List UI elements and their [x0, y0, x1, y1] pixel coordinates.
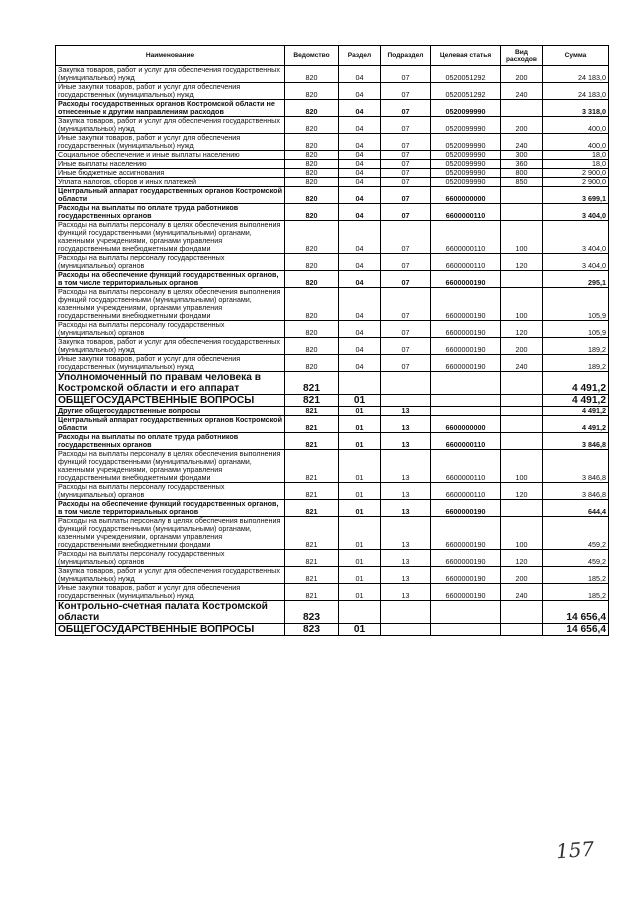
cell-summa: 2 900,0: [543, 169, 609, 178]
column-header-summa: Сумма: [543, 46, 609, 66]
cell-celevaya-statya: [431, 407, 501, 416]
cell-name: Центральный аппарат государственных органов Костромской области: [56, 416, 285, 433]
cell-summa: 18,0: [543, 160, 609, 169]
cell-summa: 3 699,1: [543, 187, 609, 204]
cell-razdel: 01: [339, 550, 381, 567]
cell-razdel: 01: [339, 483, 381, 500]
cell-razdel: 04: [339, 321, 381, 338]
cell-celevaya-statya: 6600000110: [431, 433, 501, 450]
cell-vid-raskhodov: [501, 601, 543, 624]
cell-razdel: 01: [339, 416, 381, 433]
cell-podrazdel: 07: [381, 160, 431, 169]
table-row: [56, 584, 609, 601]
cell-name: Закупка товаров, работ и услуг для обеспечения государственных (муниципальных) нужд: [56, 117, 285, 134]
cell-vedomstvo: 823: [285, 624, 339, 636]
cell-vid-raskhodov: 100: [501, 221, 543, 254]
cell-vid-raskhodov: 120: [501, 550, 543, 567]
cell-name: Расходы на выплаты по оплате труда работников государственных органов: [56, 433, 285, 450]
cell-vedomstvo: 820: [285, 151, 339, 160]
cell-summa: 3 846,8: [543, 483, 609, 500]
cell-razdel: 04: [339, 169, 381, 178]
cell-name: Иные закупки товаров, работ и услуг для обеспечения государственных (муниципальных) нужд: [56, 584, 285, 601]
cell-vid-raskhodov: 800: [501, 169, 543, 178]
cell-celevaya-statya: 6600000110: [431, 221, 501, 254]
cell-celevaya-statya: 6600000110: [431, 483, 501, 500]
cell-name: Расходы на выплаты персоналу в целях обеспечения выполнения функций государственными (муниципальными) органами, казенными учреждениями, органами управления государственными внебюджетными фондами: [56, 221, 285, 254]
cell-vid-raskhodov: 100: [501, 288, 543, 321]
cell-summa: 105,9: [543, 321, 609, 338]
cell-podrazdel: 07: [381, 83, 431, 100]
cell-podrazdel: 13: [381, 483, 431, 500]
cell-celevaya-statya: [431, 372, 501, 395]
cell-podrazdel: [381, 601, 431, 624]
cell-vedomstvo: 820: [285, 338, 339, 355]
cell-podrazdel: 07: [381, 221, 431, 254]
cell-razdel: [339, 372, 381, 395]
handwritten-page-number: 157: [555, 836, 595, 864]
cell-vedomstvo: 820: [285, 169, 339, 178]
cell-podrazdel: 07: [381, 100, 431, 117]
cell-celevaya-statya: 6600000190: [431, 288, 501, 321]
cell-vedomstvo: 821: [285, 584, 339, 601]
cell-vid-raskhodov: 300: [501, 151, 543, 160]
table-row: [56, 517, 609, 550]
column-header-name: Наименование: [56, 46, 285, 66]
cell-razdel: 01: [339, 517, 381, 550]
table-row: [56, 117, 609, 134]
table-row: [56, 187, 609, 204]
cell-razdel: 04: [339, 271, 381, 288]
cell-podrazdel: 13: [381, 567, 431, 584]
cell-vedomstvo: 820: [285, 204, 339, 221]
cell-summa: 4 491,2: [543, 416, 609, 433]
cell-name: Расходы на выплаты по оплате труда работников государственных органов: [56, 204, 285, 221]
table-row: [56, 372, 609, 395]
cell-celevaya-statya: 6600000190: [431, 550, 501, 567]
cell-vid-raskhodov: [501, 204, 543, 221]
cell-celevaya-statya: 0520099990: [431, 169, 501, 178]
cell-podrazdel: [381, 395, 431, 407]
cell-vid-raskhodov: 240: [501, 134, 543, 151]
table-row: [56, 160, 609, 169]
cell-vid-raskhodov: [501, 433, 543, 450]
table-row: [56, 100, 609, 117]
cell-celevaya-statya: 0520051292: [431, 83, 501, 100]
cell-razdel: 04: [339, 160, 381, 169]
table-row: [56, 601, 609, 624]
table-row: [56, 221, 609, 254]
cell-razdel: 04: [339, 100, 381, 117]
cell-podrazdel: 13: [381, 500, 431, 517]
cell-celevaya-statya: 6600000190: [431, 271, 501, 288]
cell-summa: 24 183,0: [543, 83, 609, 100]
table-row: [56, 83, 609, 100]
cell-name: Уплата налогов, сборов и иных платежей: [56, 178, 285, 187]
cell-vedomstvo: 820: [285, 321, 339, 338]
column-header-vedomstvo: Ведомство: [285, 46, 339, 66]
cell-podrazdel: 07: [381, 204, 431, 221]
cell-vedomstvo: 820: [285, 160, 339, 169]
cell-podrazdel: 07: [381, 178, 431, 187]
table-row: [56, 134, 609, 151]
cell-podrazdel: 13: [381, 517, 431, 550]
cell-vid-raskhodov: 120: [501, 254, 543, 271]
cell-summa: 14 656,4: [543, 624, 609, 636]
cell-vedomstvo: 820: [285, 66, 339, 83]
table-row: [56, 500, 609, 517]
column-header-podrazdel: Подраздел: [381, 46, 431, 66]
cell-podrazdel: 13: [381, 550, 431, 567]
cell-razdel: [339, 601, 381, 624]
cell-podrazdel: 07: [381, 134, 431, 151]
cell-summa: 2 900,0: [543, 178, 609, 187]
cell-razdel: 04: [339, 117, 381, 134]
cell-podrazdel: 13: [381, 450, 431, 483]
cell-vedomstvo: 820: [285, 271, 339, 288]
cell-razdel: 04: [339, 66, 381, 83]
cell-name: Иные закупки товаров, работ и услуг для обеспечения государственных (муниципальных) нужд: [56, 134, 285, 151]
table-body: [56, 66, 609, 636]
cell-razdel: 01: [339, 450, 381, 483]
cell-celevaya-statya: 6600000190: [431, 338, 501, 355]
cell-summa: 105,9: [543, 288, 609, 321]
cell-name: Центральный аппарат государственных органов Костромской области: [56, 187, 285, 204]
cell-razdel: 04: [339, 204, 381, 221]
cell-vid-raskhodov: 100: [501, 517, 543, 550]
cell-name: Закупка товаров, работ и услуг для обеспечения государственных (муниципальных) нужд: [56, 567, 285, 584]
table-row: [56, 288, 609, 321]
cell-vedomstvo: 820: [285, 187, 339, 204]
cell-vid-raskhodov: [501, 500, 543, 517]
cell-summa: 459,2: [543, 517, 609, 550]
cell-vedomstvo: 821: [285, 483, 339, 500]
cell-vid-raskhodov: [501, 372, 543, 395]
table-row: [56, 338, 609, 355]
cell-vid-raskhodov: [501, 187, 543, 204]
cell-razdel: 04: [339, 355, 381, 372]
cell-name: Иные закупки товаров, работ и услуг для обеспечения государственных (муниципальных) нужд: [56, 355, 285, 372]
cell-vedomstvo: 821: [285, 567, 339, 584]
cell-name: Закупка товаров, работ и услуг для обеспечения государственных (муниципальных) нужд: [56, 338, 285, 355]
cell-name: Расходы на выплаты персоналу в целях обеспечения выполнения функций государственными (муниципальными) органами, казенными учреждениями, органами управления государственными внебюджетными фондами: [56, 450, 285, 483]
cell-podrazdel: 13: [381, 433, 431, 450]
cell-name: Закупка товаров, работ и услуг для обеспечения государственных (муниципальных) нужд: [56, 66, 285, 83]
cell-podrazdel: 07: [381, 288, 431, 321]
table-row: [56, 416, 609, 433]
cell-celevaya-statya: 6600000110: [431, 254, 501, 271]
table-row: [56, 151, 609, 160]
cell-vedomstvo: 820: [285, 83, 339, 100]
cell-razdel: 01: [339, 395, 381, 407]
cell-name: Другие общегосударственные вопросы: [56, 407, 285, 416]
table-row: [56, 66, 609, 83]
table-header-row: [56, 46, 609, 66]
cell-name: Расходы на выплаты персоналу в целях обеспечения выполнения функций государственными (муниципальными) органами, казенными учреждениями, органами управления государственными внебюджетными фондами: [56, 288, 285, 321]
table-row: [56, 271, 609, 288]
cell-vedomstvo: 821: [285, 407, 339, 416]
cell-summa: 3 404,0: [543, 221, 609, 254]
cell-name: Расходы государственных органов Костромской области не отнесенные к другим направлениям расходов: [56, 100, 285, 117]
cell-vid-raskhodov: [501, 624, 543, 636]
cell-celevaya-statya: 0520099990: [431, 160, 501, 169]
cell-summa: 14 656,4: [543, 601, 609, 624]
cell-vedomstvo: 820: [285, 178, 339, 187]
cell-summa: 18,0: [543, 151, 609, 160]
cell-podrazdel: 07: [381, 254, 431, 271]
cell-celevaya-statya: 6600000000: [431, 416, 501, 433]
cell-celevaya-statya: 6600000110: [431, 450, 501, 483]
column-header-razdel: Раздел: [339, 46, 381, 66]
cell-razdel: 01: [339, 433, 381, 450]
cell-razdel: 01: [339, 624, 381, 636]
cell-vedomstvo: 821: [285, 450, 339, 483]
cell-celevaya-statya: 0520099990: [431, 151, 501, 160]
cell-summa: 3 846,8: [543, 433, 609, 450]
cell-vedomstvo: 821: [285, 395, 339, 407]
cell-vid-raskhodov: 200: [501, 66, 543, 83]
cell-summa: 400,0: [543, 134, 609, 151]
cell-name: Расходы на выплаты персоналу государственных (муниципальных) органов: [56, 550, 285, 567]
cell-razdel: 04: [339, 134, 381, 151]
cell-summa: 295,1: [543, 271, 609, 288]
cell-celevaya-statya: 6600000190: [431, 500, 501, 517]
cell-name: Уполномоченный по правам человека в Костромской области и его аппарат: [56, 372, 285, 395]
cell-celevaya-statya: 6600000190: [431, 321, 501, 338]
cell-summa: 400,0: [543, 117, 609, 134]
cell-vid-raskhodov: 120: [501, 483, 543, 500]
cell-vid-raskhodov: 200: [501, 567, 543, 584]
cell-name: ОБЩЕГОСУДАРСТВЕННЫЕ ВОПРОСЫ: [56, 624, 285, 636]
cell-celevaya-statya: 6600000110: [431, 204, 501, 221]
cell-vedomstvo: 820: [285, 355, 339, 372]
table-row: [56, 355, 609, 372]
cell-name: Контрольно-счетная палата Костромской области: [56, 601, 285, 624]
cell-vedomstvo: 821: [285, 550, 339, 567]
budget-table-page: [55, 45, 608, 636]
cell-razdel: 04: [339, 178, 381, 187]
cell-razdel: 04: [339, 288, 381, 321]
cell-celevaya-statya: [431, 601, 501, 624]
cell-vedomstvo: 820: [285, 100, 339, 117]
table-row: [56, 407, 609, 416]
cell-name: ОБЩЕГОСУДАРСТВЕННЫЕ ВОПРОСЫ: [56, 395, 285, 407]
cell-name: Расходы на выплаты персоналу в целях обеспечения выполнения функций государственными (муниципальными) органами, казенными учреждениями, органами управления государственными внебюджетными фондами: [56, 517, 285, 550]
cell-celevaya-statya: 6600000190: [431, 567, 501, 584]
table-row: [56, 204, 609, 221]
cell-vedomstvo: 821: [285, 416, 339, 433]
cell-vid-raskhodov: [501, 395, 543, 407]
cell-vedomstvo: 820: [285, 134, 339, 151]
cell-summa: 24 183,0: [543, 66, 609, 83]
cell-summa: 185,2: [543, 567, 609, 584]
cell-celevaya-statya: 6600000190: [431, 517, 501, 550]
cell-vedomstvo: 820: [285, 117, 339, 134]
cell-razdel: 04: [339, 187, 381, 204]
cell-podrazdel: 07: [381, 169, 431, 178]
table-row: [56, 624, 609, 636]
cell-vid-raskhodov: [501, 416, 543, 433]
cell-celevaya-statya: 0520099990: [431, 100, 501, 117]
column-header-celevaya-statya: Целевая статья: [431, 46, 501, 66]
cell-name: Расходы на обеспечение функций государственных органов, в том числе территориальных органов: [56, 500, 285, 517]
cell-celevaya-statya: 0520099990: [431, 117, 501, 134]
cell-podrazdel: 07: [381, 187, 431, 204]
cell-name: Расходы на выплаты персоналу государственных (муниципальных) органов: [56, 483, 285, 500]
cell-razdel: 04: [339, 83, 381, 100]
cell-summa: 4 491,2: [543, 372, 609, 395]
cell-podrazdel: 07: [381, 321, 431, 338]
cell-podrazdel: [381, 624, 431, 636]
cell-celevaya-statya: 0520099990: [431, 134, 501, 151]
cell-name: Иные закупки товаров, работ и услуг для обеспечения государственных (муниципальных) нужд: [56, 83, 285, 100]
table-row: [56, 395, 609, 407]
cell-vid-raskhodov: [501, 271, 543, 288]
table-row: [56, 169, 609, 178]
cell-summa: 3 846,8: [543, 450, 609, 483]
table-row: [56, 321, 609, 338]
cell-name: Расходы на обеспечение функций государственных органов, в том числе территориальных органов: [56, 271, 285, 288]
cell-summa: 4 491,2: [543, 395, 609, 407]
cell-celevaya-statya: 6600000190: [431, 355, 501, 372]
table-row: [56, 483, 609, 500]
cell-summa: 4 491,2: [543, 407, 609, 416]
table-row: [56, 433, 609, 450]
table-row: [56, 567, 609, 584]
cell-vid-raskhodov: 200: [501, 338, 543, 355]
table-row: [56, 254, 609, 271]
cell-podrazdel: 13: [381, 416, 431, 433]
cell-razdel: 04: [339, 338, 381, 355]
cell-podrazdel: 07: [381, 338, 431, 355]
cell-name: Иные бюджетные ассигнования: [56, 169, 285, 178]
cell-celevaya-statya: 0520099990: [431, 178, 501, 187]
cell-vedomstvo: 821: [285, 433, 339, 450]
cell-celevaya-statya: 6600000190: [431, 584, 501, 601]
budget-table: [55, 45, 609, 636]
cell-vid-raskhodov: 240: [501, 83, 543, 100]
cell-summa: 189,2: [543, 338, 609, 355]
cell-name: Иные выплаты населению: [56, 160, 285, 169]
cell-name: Расходы на выплаты персоналу государственных (муниципальных) органов: [56, 254, 285, 271]
cell-vid-raskhodov: 120: [501, 321, 543, 338]
cell-podrazdel: [381, 372, 431, 395]
cell-razdel: 01: [339, 500, 381, 517]
cell-vid-raskhodov: 240: [501, 355, 543, 372]
cell-summa: 189,2: [543, 355, 609, 372]
cell-vedomstvo: 821: [285, 517, 339, 550]
cell-vid-raskhodov: 240: [501, 584, 543, 601]
cell-summa: 3 404,0: [543, 204, 609, 221]
cell-vedomstvo: 821: [285, 500, 339, 517]
cell-vedomstvo: 820: [285, 254, 339, 271]
column-header-vid-raskhodov: Вид расходов: [501, 46, 543, 66]
cell-summa: 3 404,0: [543, 254, 609, 271]
cell-summa: 459,2: [543, 550, 609, 567]
cell-celevaya-statya: [431, 395, 501, 407]
cell-vedomstvo: 823: [285, 601, 339, 624]
cell-vedomstvo: 820: [285, 288, 339, 321]
cell-razdel: 01: [339, 567, 381, 584]
cell-vid-raskhodov: 360: [501, 160, 543, 169]
cell-vid-raskhodov: 100: [501, 450, 543, 483]
cell-name: Социальное обеспечение и иные выплаты населению: [56, 151, 285, 160]
table-row: [56, 178, 609, 187]
cell-podrazdel: 07: [381, 66, 431, 83]
cell-razdel: 04: [339, 151, 381, 160]
cell-vedomstvo: 820: [285, 221, 339, 254]
cell-vid-raskhodov: 850: [501, 178, 543, 187]
cell-razdel: 04: [339, 254, 381, 271]
table-row: [56, 450, 609, 483]
cell-celevaya-statya: 0520051292: [431, 66, 501, 83]
cell-razdel: 01: [339, 407, 381, 416]
cell-podrazdel: 07: [381, 271, 431, 288]
cell-summa: 644,4: [543, 500, 609, 517]
cell-podrazdel: 07: [381, 355, 431, 372]
cell-vid-raskhodov: 200: [501, 117, 543, 134]
cell-vedomstvo: 821: [285, 372, 339, 395]
cell-celevaya-statya: [431, 624, 501, 636]
cell-summa: 3 318,0: [543, 100, 609, 117]
cell-podrazdel: 07: [381, 151, 431, 160]
table-row: [56, 550, 609, 567]
cell-vid-raskhodov: [501, 407, 543, 416]
cell-name: Расходы на выплаты персоналу государственных (муниципальных) органов: [56, 321, 285, 338]
cell-podrazdel: 13: [381, 407, 431, 416]
cell-vid-raskhodov: [501, 100, 543, 117]
cell-podrazdel: 07: [381, 117, 431, 134]
cell-razdel: 01: [339, 584, 381, 601]
cell-summa: 185,2: [543, 584, 609, 601]
cell-razdel: 04: [339, 221, 381, 254]
cell-celevaya-statya: 6600000000: [431, 187, 501, 204]
cell-podrazdel: 13: [381, 584, 431, 601]
